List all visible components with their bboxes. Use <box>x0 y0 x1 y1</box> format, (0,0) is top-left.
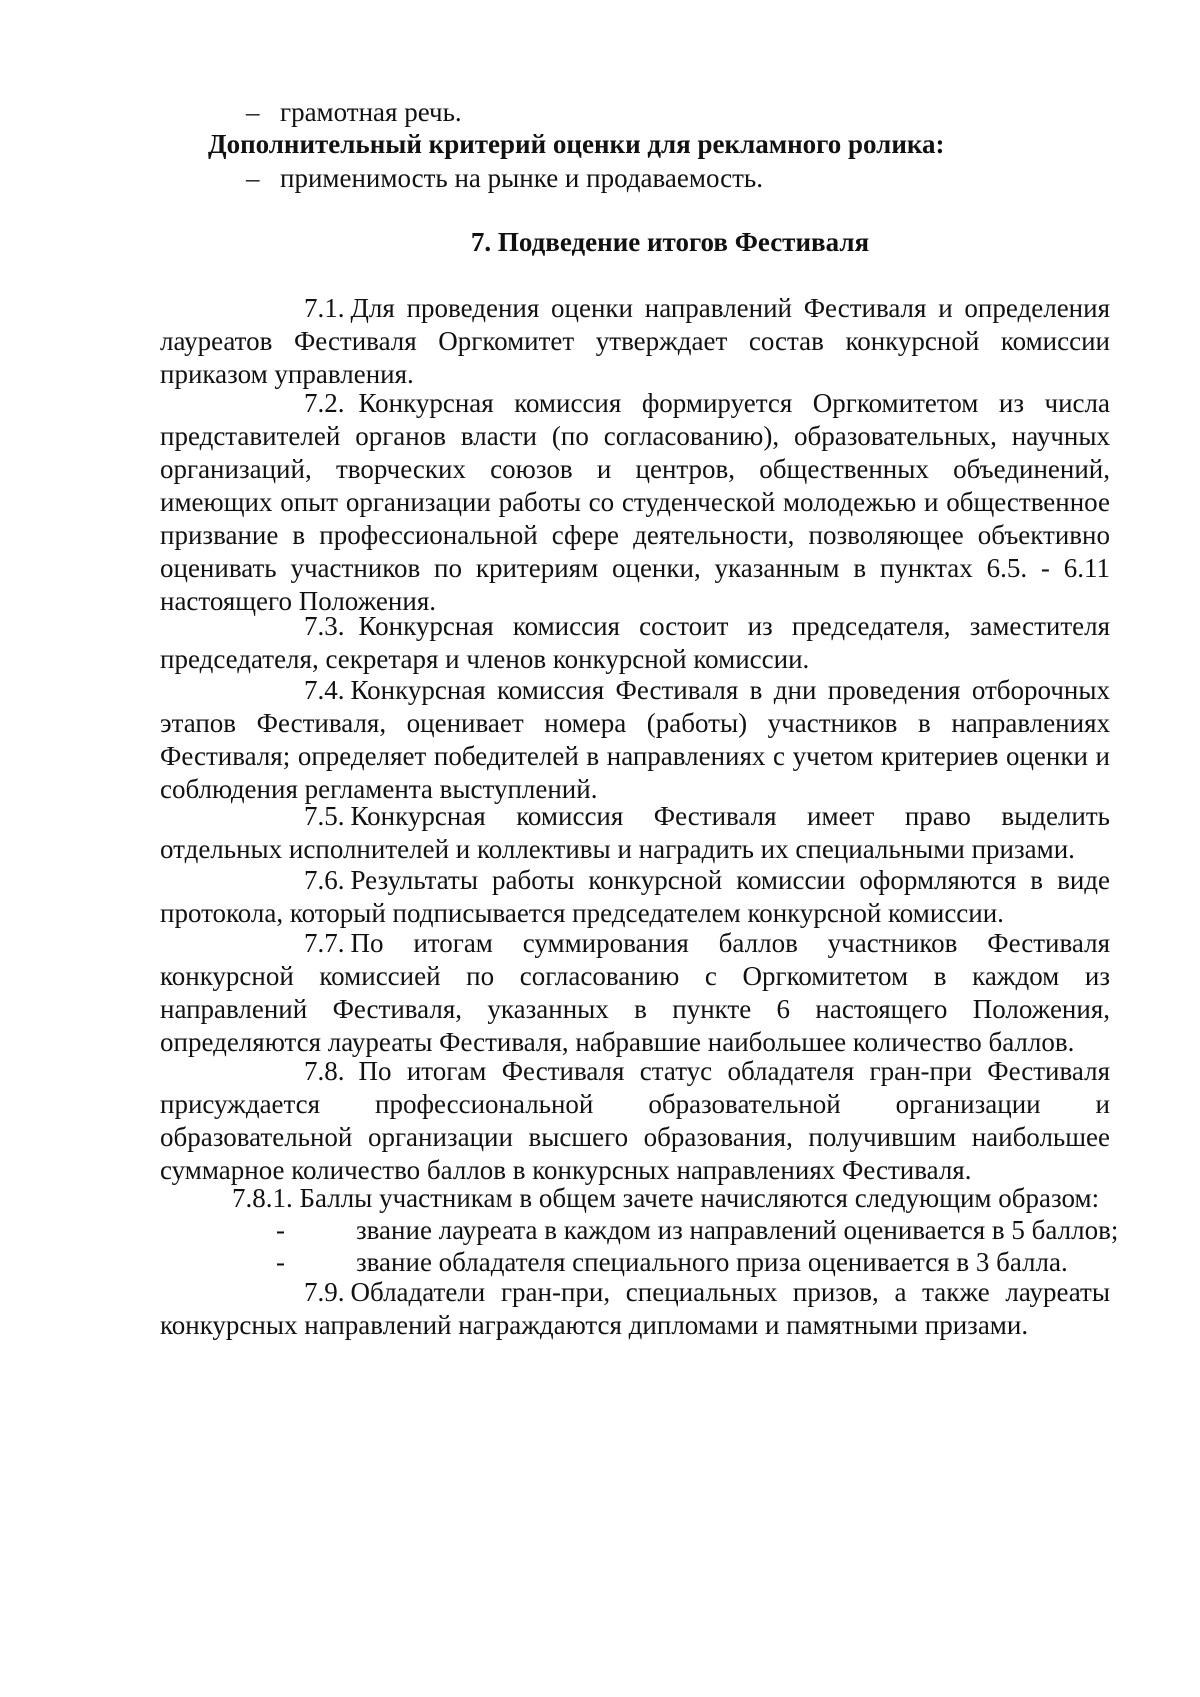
paragraph-number: 7.9. <box>304 1277 345 1307</box>
paragraph-7-9 <box>160 1276 1110 1342</box>
list-item-text: грамотная речь. <box>280 97 462 127</box>
paragraph-7-2 <box>160 387 1110 618</box>
paragraph-number: 7.5. <box>304 801 345 831</box>
paragraph-7-6 <box>160 864 1110 930</box>
paragraph-number: 7.2. <box>304 388 345 418</box>
extra-criterion-title: Дополнительный критерий оценки для рекламного ролика: <box>208 129 945 159</box>
section-heading: 7. Подведение итогов Фестиваля <box>470 227 870 257</box>
paragraph-text: По итогам Фестиваля статус обладателя гран-при Фестиваля присуждается профессиональной образовательной организации и образовательной организации высшего образования, получившим наибольшее суммарное количество баллов в конкурсных направлениях Фестиваля. <box>160 1056 1110 1185</box>
criteria-list-item <box>246 162 763 195</box>
bullet-text: звание обладателя специального приза оценивается в 3 балла. <box>356 1247 1068 1277</box>
list-item-text: применимость на рынке и продаваемость. <box>280 163 763 193</box>
paragraph-number: 7.8.1. <box>232 1183 293 1213</box>
paragraph-text: Конкурсная комиссия Фестиваля имеет право выделить отдельных исполнителей и коллективы и наградить их специальными призами. <box>160 801 1110 864</box>
points-bullet-item <box>276 1214 1118 1247</box>
paragraph-text: Конкурсная комиссия формируется Оргкомитетом из числа представителей органов власти (по согласованию), образовательных, научных организаций, творческих союзов и центров, общественных объединений, имеющих опыт организации работы со студенческой молодежью и общественное призвание в профессиональной сфере деятельности, позволяющее объективно оценивать участников по критериям оценки, указанным в пунктах 6.5. - 6.11 настоящего Положения. <box>160 388 1110 616</box>
paragraph-text: Конкурсная комиссия состоит из председателя, заместителя председателя, секретаря и членов конкурсной комиссии. <box>160 611 1110 674</box>
paragraph-text: Результаты работы конкурсной комиссии оформляются в виде протокола, который подписывается председателем конкурсной комиссии. <box>160 865 1110 928</box>
points-bullet-item <box>276 1246 1068 1279</box>
subparagraph-7-8-1 <box>232 1182 1099 1215</box>
paragraph-number: 7.8. <box>304 1056 345 1086</box>
paragraph-number: 7.6. <box>304 865 345 895</box>
paragraph-number: 7.3. <box>304 611 345 641</box>
paragraph-text: По итогам суммирования баллов участников Фестиваля конкурсной комиссией по согласованию с Оргкомитетом в каждом из направлений Фестиваля, указанных в пункте 6 настоящего Положения, определяются лауреаты Фестиваля, набравшие наибольшее количество баллов. <box>160 928 1110 1057</box>
paragraph-text: Баллы участникам в общем зачете начисляются следующим образом: <box>299 1183 1100 1213</box>
paragraph-7-5 <box>160 800 1110 866</box>
paragraph-7-1 <box>160 292 1110 391</box>
bullet-text: звание лауреата в каждом из направлений оценивается в 5 баллов; <box>356 1215 1119 1245</box>
criteria-list-item <box>246 96 462 129</box>
paragraph-7-8 <box>160 1055 1110 1187</box>
paragraph-number: 7.4. <box>304 675 345 705</box>
paragraph-text: Для проведения оценки направлений Фестиваля и определения лауреатов Фестиваля Оргкомитет утверждает состав конкурсной комиссии приказом управления. <box>160 293 1110 389</box>
bullet-dash: - <box>276 1247 285 1277</box>
paragraph-text: Обладатели гран-при, специальных призов, а также лауреаты конкурсных направлений награждаются дипломами и памятными призами. <box>160 1277 1110 1340</box>
paragraph-number: 7.1. <box>304 293 345 323</box>
paragraph-7-3 <box>160 610 1110 676</box>
bullet-dash: - <box>276 1215 285 1245</box>
list-dash: – <box>246 97 260 127</box>
paragraph-7-4 <box>160 674 1110 806</box>
list-dash: – <box>246 163 260 193</box>
paragraph-7-7 <box>160 927 1110 1059</box>
paragraph-text: Конкурсная комиссия Фестиваля в дни проведения отборочных этапов Фестиваля, оценивает номера (работы) участников в направлениях Фестиваля; определяет победителей в направлениях с учетом критериев оценки и соблюдения регламента выступлений. <box>160 675 1110 804</box>
paragraph-number: 7.7. <box>304 928 345 958</box>
